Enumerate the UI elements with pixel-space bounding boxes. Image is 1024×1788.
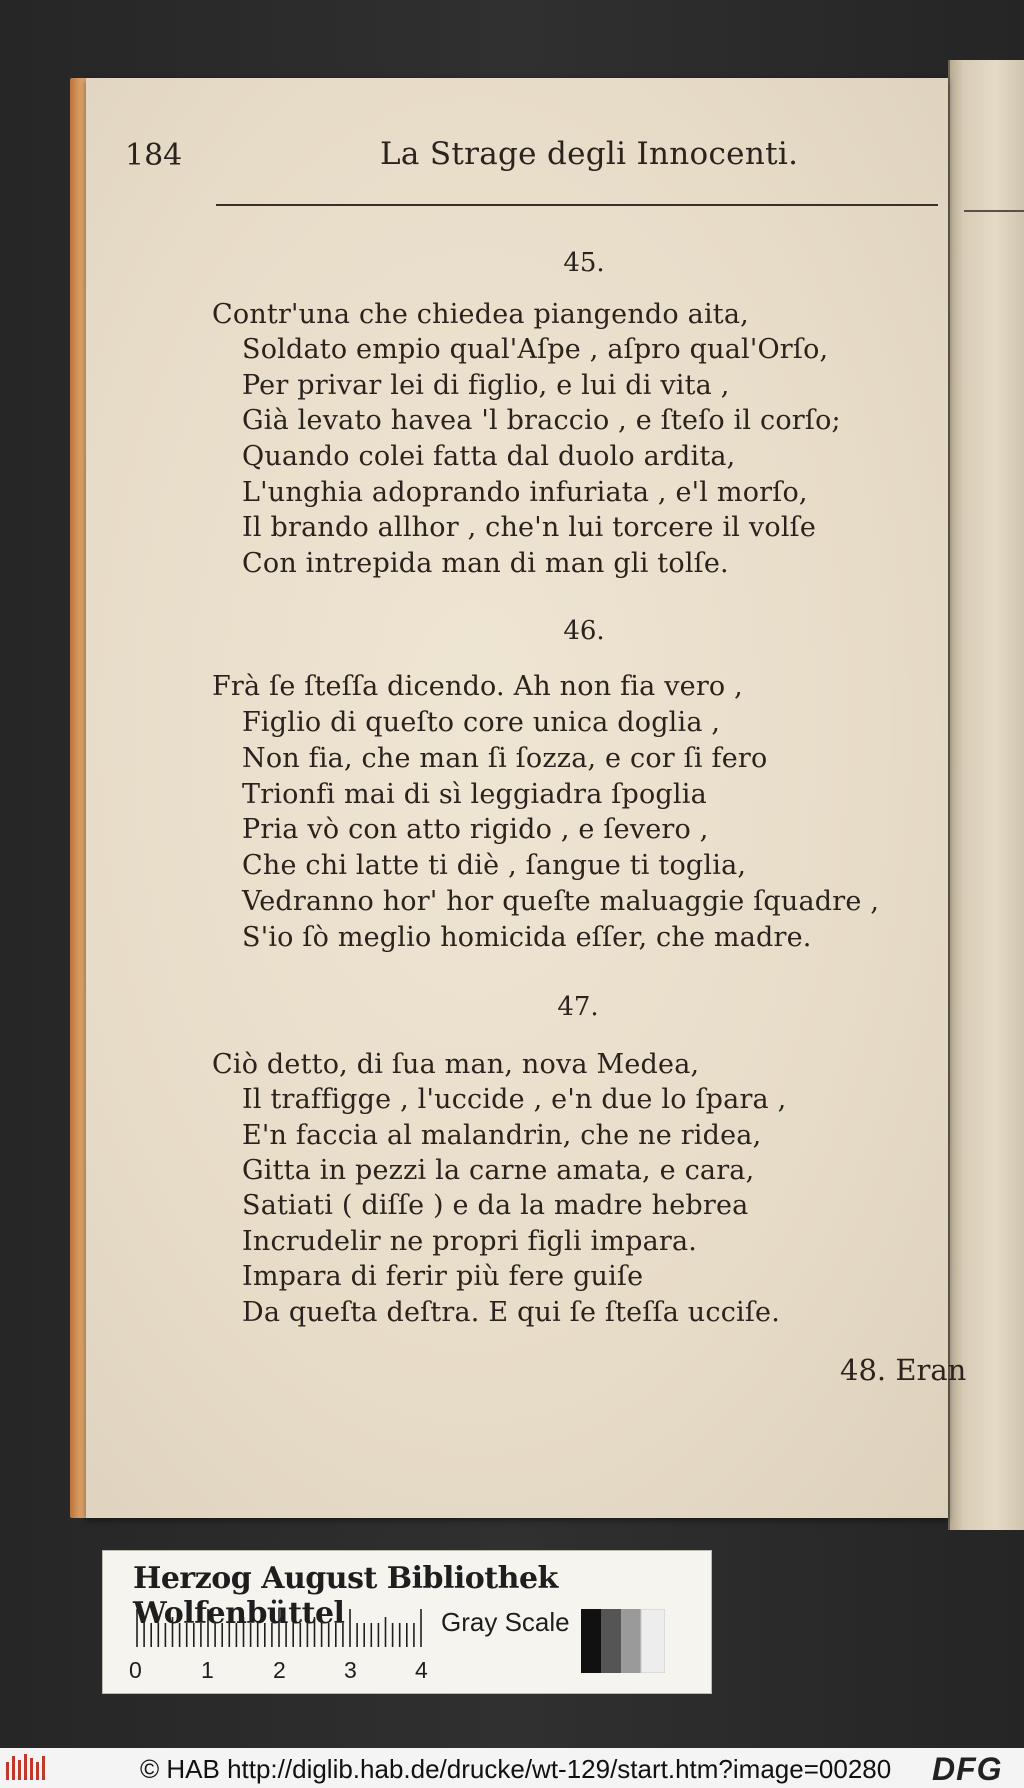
verse-line: Soldato empio qual'Aſpe , aſpro qual'Orſo, [242, 334, 829, 365]
verse-line: Già levato havea 'l braccio , e ſteſo il corſo; [242, 405, 841, 436]
verse-line: Impara di ferir più fere guiſe [242, 1261, 644, 1292]
verse-line: Pria vò con atto rigido , e ſevero , [242, 814, 709, 845]
stanza-number: 45. [563, 248, 605, 278]
facing-page-rule [964, 210, 1024, 212]
verse-line: Il brando allhor , che'n lui torcere il volſe [242, 512, 817, 543]
gray-scale-label: Gray Scale [441, 1607, 570, 1637]
verse-line: Da queſta deſtra. E qui ſe ſteſſa ucciſe. [242, 1297, 781, 1328]
verse-line: E'n faccia al malandrin, che ne ridea, [242, 1120, 762, 1151]
verse-line: S'io ſò meglio homicida eſſer, che madre. [242, 922, 812, 953]
scale-number: 1 [201, 1657, 214, 1683]
verse-line: Figlio di queſto core unica doglia , [242, 707, 721, 738]
verse-line: Vedranno hor' hor queſte maluaggie ſquadre , [242, 886, 880, 917]
stanza-number: 46. [563, 616, 605, 646]
library-scale-label [102, 1550, 712, 1694]
stanza-number: 47. [557, 992, 599, 1022]
ruler-icon [133, 1607, 433, 1659]
verse-line: Frà ſe ſteſſa dicendo. Ah non fia vero , [212, 671, 743, 702]
header-rule [216, 204, 938, 206]
verse-line: Non fia, che man ſi ſozza, e cor ſi fero [242, 743, 768, 774]
verse-line: Con intrepida man di man gli tolſe. [242, 548, 729, 579]
verse-line: Il traffigge , l'uccide , e'n due lo ſpara , [242, 1084, 787, 1115]
library-name: Herzog August Bibliothek Wolfenbüttel [133, 1561, 558, 1631]
facing-page-edge [948, 60, 1024, 1530]
verse-line: L'unghia adoprando infuriata , e'l morſo, [242, 477, 808, 508]
footer-bar [0, 1748, 1024, 1788]
verse-line: Trionfi mai di sì leggiadra ſpoglia [242, 779, 707, 810]
scale-number: 0 [129, 1657, 142, 1683]
scale-number: 3 [344, 1657, 357, 1683]
hab-logo-icon [6, 1754, 48, 1782]
verse-line: Contr'una che chiedea piangendo aita, [212, 299, 749, 330]
copyright-url: © HAB http://diglib.hab.de/drucke/wt-129/start.htm?image=00280 [140, 1754, 892, 1784]
verse-line: Gitta in pezzi la carne amata, e cara, [242, 1155, 755, 1186]
scale-number: 4 [415, 1657, 428, 1683]
verse-line: Satiati ( diſſe ) e da la madre hebrea [242, 1190, 749, 1221]
verse-line: Quando colei fatta dal duolo ardita, [242, 441, 736, 472]
page-number: 184 [125, 138, 183, 173]
verse-line: Incrudelir ne propri figli impara. [242, 1226, 698, 1257]
gray-swatches-icon [581, 1609, 665, 1673]
verse-line: Per privar lei di figlio, e lui di vita , [242, 370, 730, 401]
scale-number: 2 [273, 1657, 286, 1683]
catchword: 48. Eran [840, 1353, 967, 1387]
verse-line: Che chi latte ti diè , ſangue ti toglia, [242, 850, 747, 881]
verse-line: Ciò detto, di ſua man, nova Medea, [212, 1049, 700, 1080]
running-title: La Strage degli Innocenti. [380, 136, 799, 172]
dfg-logo: DFG [932, 1751, 1003, 1787]
